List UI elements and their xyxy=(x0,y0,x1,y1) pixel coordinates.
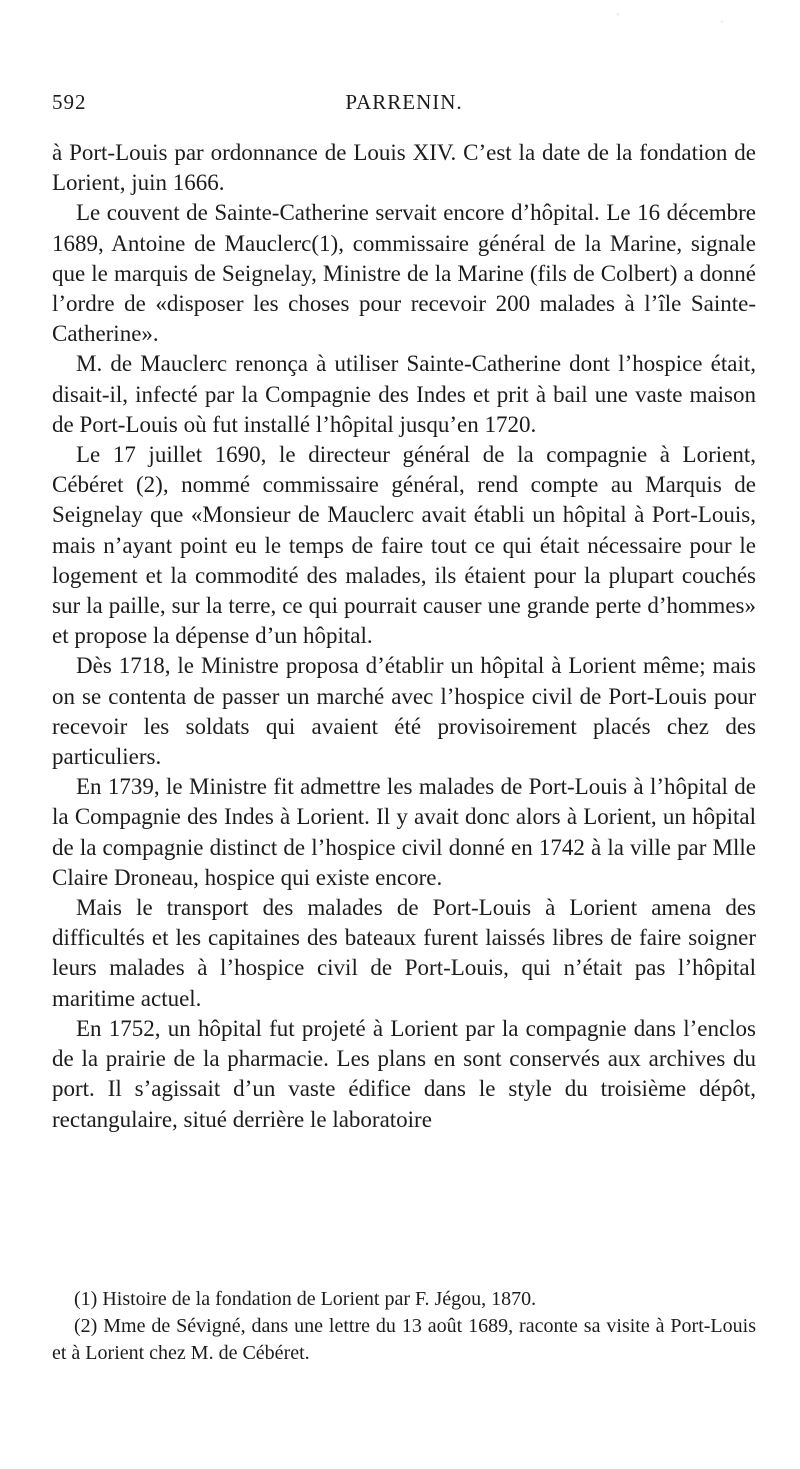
paragraph-2: Le couvent de Sainte-Catherine servait encore d’hôpital. Le 16 décembre 1689, Antoine de Mauclerc(1), commissaire général de la Marine, signale que le marquis de Seignelay, Ministre de la Marine (fils de Colbert) a donné l’ordre de «disposer les choses pour recevoir 200 malades à l’île Sainte-Catherine». xyxy=(52,200,756,347)
paragraph-1: à Port-Louis par ordonnance de Louis XIV. C’est la date de la fondation de Lorient, juin 1666. xyxy=(52,140,756,196)
paragraph-8: En 1752, un hôpital fut projeté à Lorient par la compagnie dans l’enclos de la prairie de la pharmacie. Les plans en sont conservés aux archives du port. Il s’agissait d’un vaste édifice dans le style du troisième dépôt, rectangulaire, situé derrière le laboratoire xyxy=(52,1015,756,1132)
footnote-1: (1) Histoire de la fondation de Lorient par F. Jégou, 1870. xyxy=(74,1288,537,1310)
body-text xyxy=(52,138,756,1135)
paragraph-6: En 1739, le Ministre fit admettre les malades de Port-Louis à l’hôpital de la Compagnie des Indes à Lorient. Il y avait donc alors à Lorient, un hôpital de la compagnie distinct de l’hospice civil donné en 1742 à la ville par Mlle Claire Droneau, hospice qui existe encore. xyxy=(52,774,756,890)
paragraph-3: M. de Mauclerc renonça à utiliser Sainte-Catherine dont l’hospice était, disait-il, infecté par la Compagnie des Indes et prit à bail une vaste maison de Port-Louis où fut installé l’hôpital jusqu’en 1720. xyxy=(52,351,756,437)
running-head xyxy=(52,90,756,120)
footnote-2: (2) Mme de Sévigné, dans une lettre du 13 août 1689, raconte sa visite à Port-Louis et à Lorient chez M. de Cébéret. xyxy=(52,1315,756,1364)
paragraph-4: Le 17 juillet 1690, le directeur général de la compagnie à Lorient, Cébéret (2), nommé commissaire général, rend compte au Marquis de Seignelay que «Monsieur de Mauclerc avait établi un hôpital à Port-Louis, mais n’ayant point eu le temps de faire tout ce qui était nécessaire pour le logement et la commodité des malades, ils étaient pour la plupart couchés sur la paille, sur la terre, ce qui pourrait causer une grande perte d’hommes» et propose la dépense d’un hôpital. xyxy=(52,442,756,649)
page-number: 592 xyxy=(52,90,87,114)
paragraph-5: Dès 1718, le Ministre proposa d’établir un hôpital à Lorient même; mais on se contenta de passer un marché avec l’hospice civil de Port-Louis pour recevoir les soldats qui avaient été provisoirement placés chez des particuliers. xyxy=(52,653,756,770)
running-title: PARRENIN. xyxy=(345,90,463,114)
footnotes xyxy=(52,1286,756,1367)
book-page xyxy=(52,0,756,1469)
paragraph-7: Mais le transport des malades de Port-Louis à Lorient amena des difficultés et les capitaines des bateaux furent laissés libres de faire soigner leurs malades à l’hospice civil de Port-Louis, qui n’était pas l’hôpital maritime actuel. xyxy=(52,895,756,1011)
